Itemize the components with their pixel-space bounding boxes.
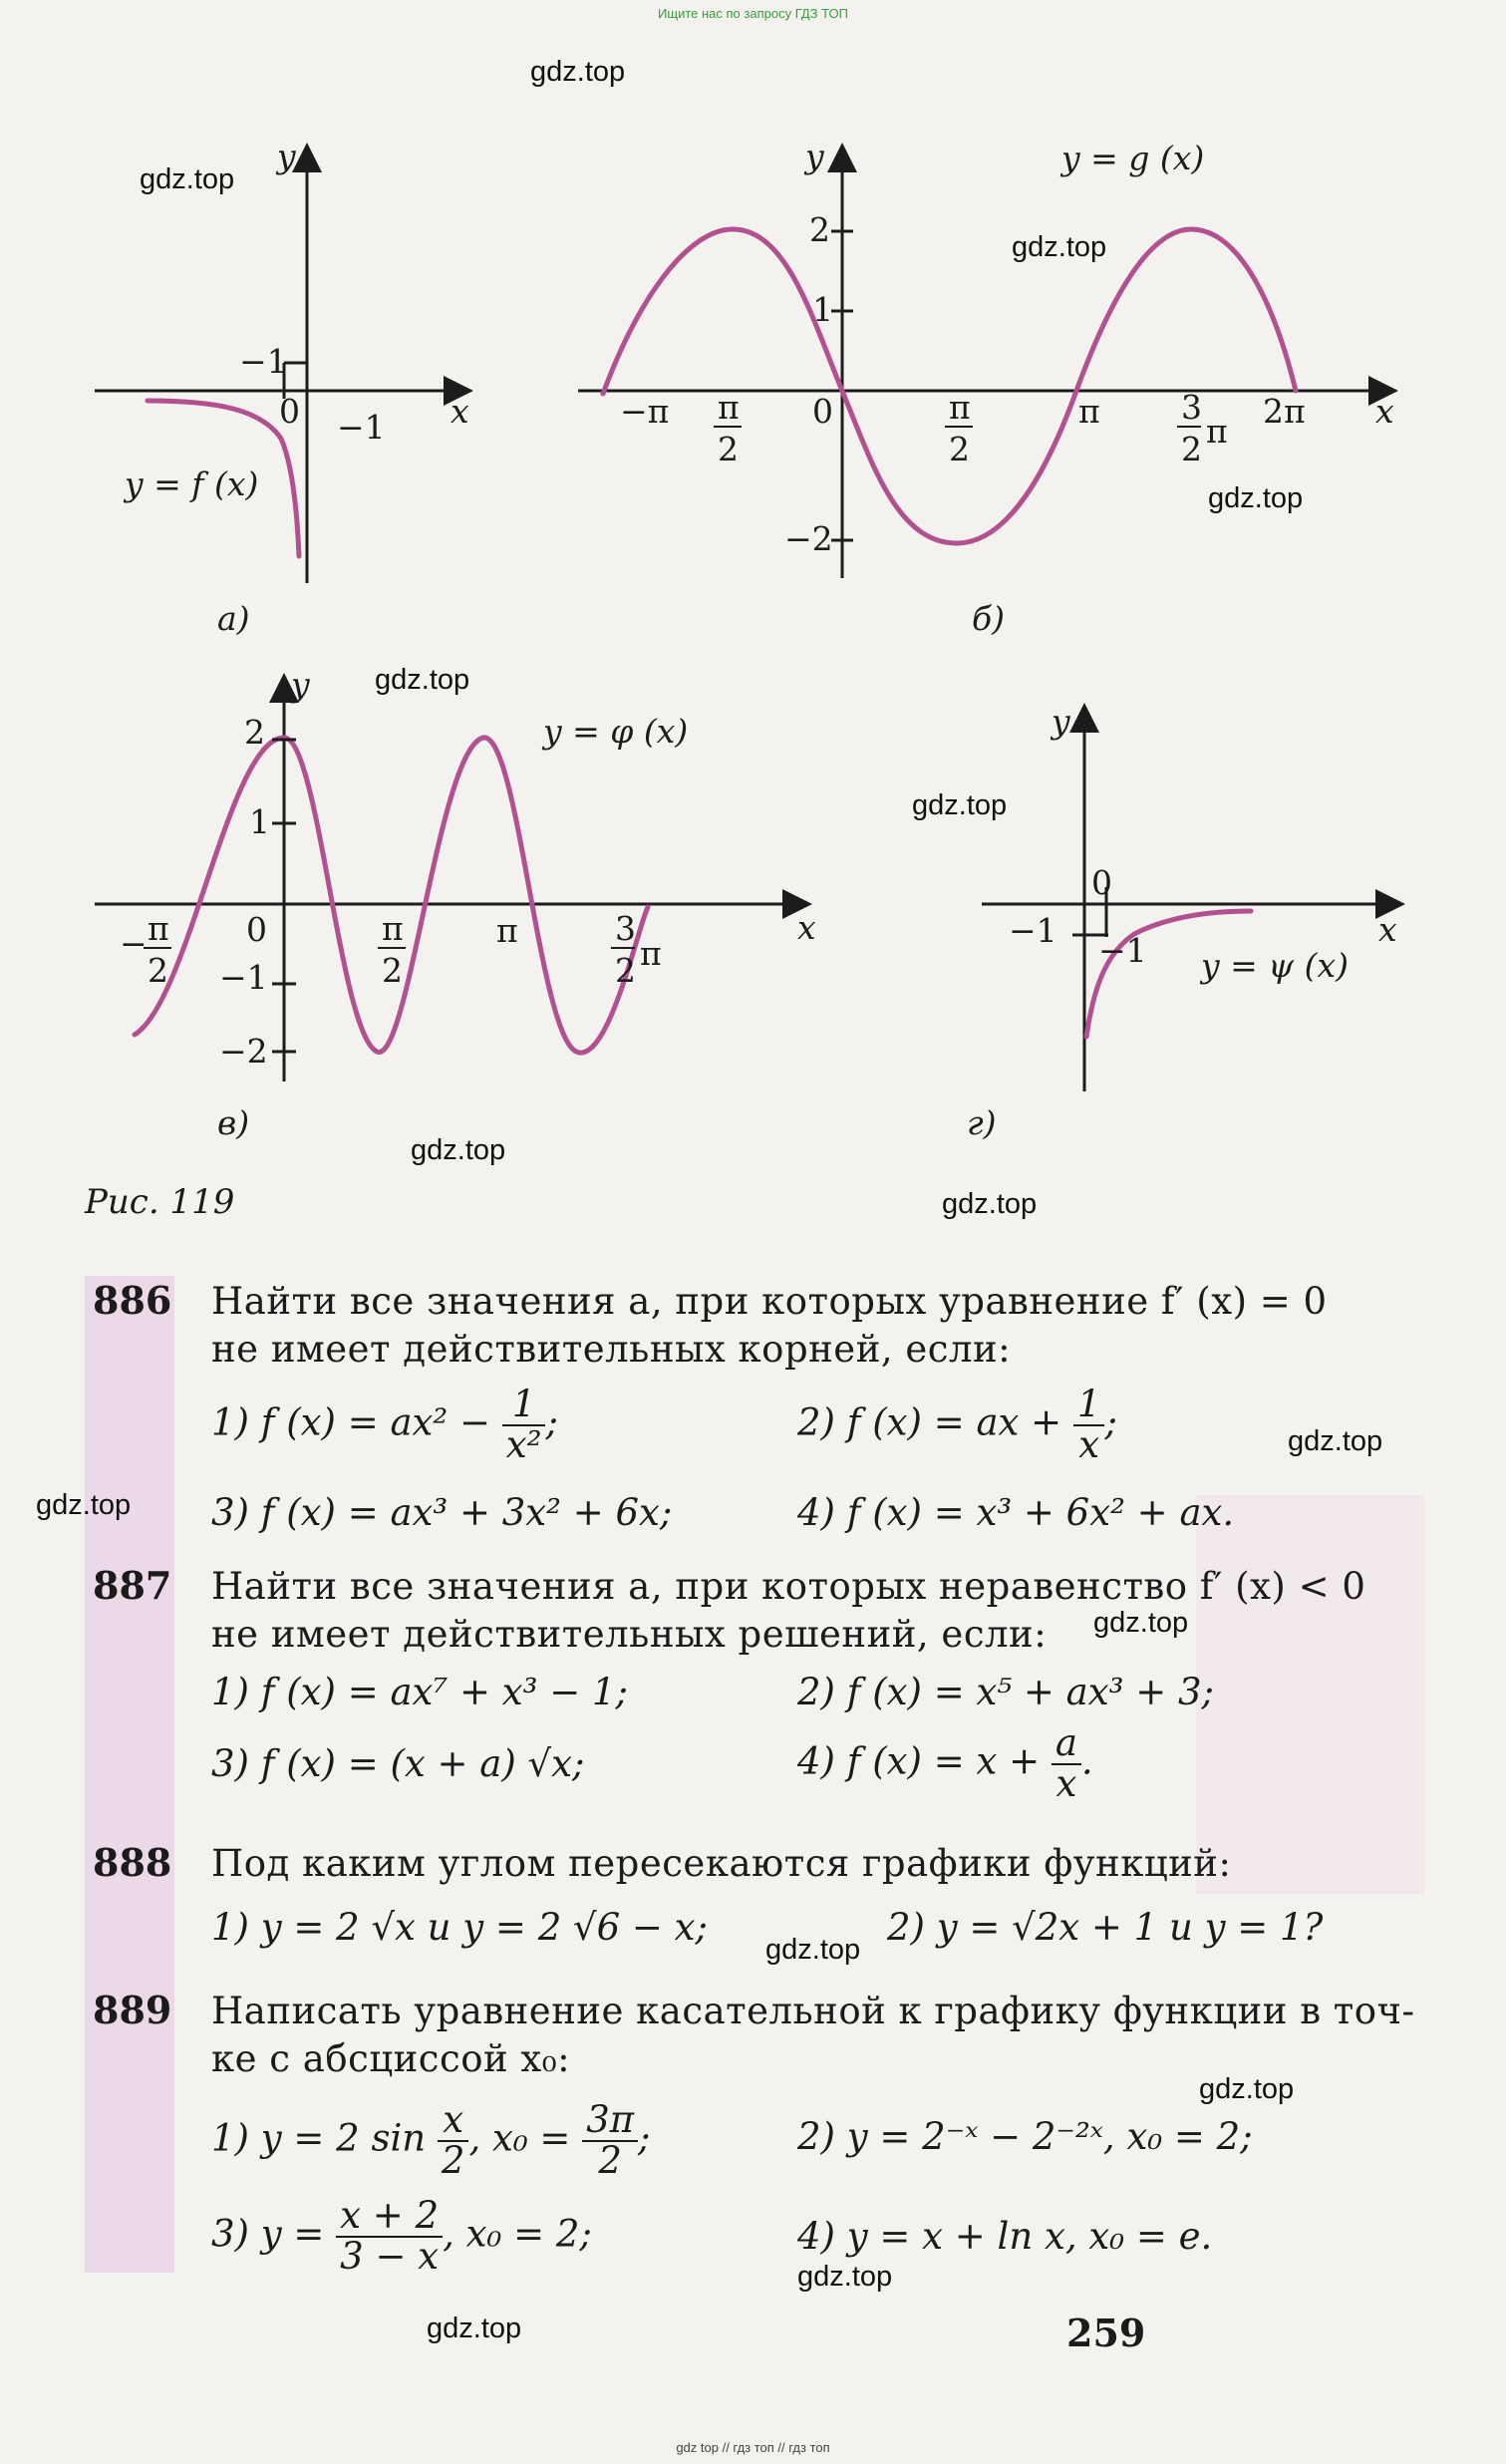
graph-v-tick-label-3pi2-den: 2 bbox=[615, 951, 636, 990]
watermark: gdz.top bbox=[1208, 482, 1304, 514]
watermark: gdz.top bbox=[797, 2261, 893, 2293]
graph-v-tick-label-1: 1 bbox=[249, 802, 270, 841]
problem-889-item-3: 3) y = $\frac{x + 2}{3 - x}$ , x₀ = 2; bbox=[211, 2194, 592, 2278]
problem-889-item-4: 4) y = x + ln x, x₀ = e. bbox=[797, 2215, 1213, 2258]
graph-b-tick-label-3pi2-pi: π bbox=[1206, 412, 1228, 451]
header-note: Ищите нас по запросу ГДЗ ТОП bbox=[658, 6, 848, 21]
watermark: gdz.top bbox=[942, 1188, 1038, 1220]
graph-b-x-label: x bbox=[1375, 392, 1394, 431]
graph-v-tick-label-pi2-den: 2 bbox=[382, 951, 403, 990]
margin-tint bbox=[85, 1276, 174, 2273]
graph-a bbox=[95, 137, 469, 638]
graph-a-tag: а) bbox=[217, 599, 250, 638]
graph-v-tick-label-pi2-num: π bbox=[382, 909, 404, 948]
graph-b-tick-label-mpi2-den: 2 bbox=[718, 430, 739, 468]
graph-b-tick-label-mpi2-num: π bbox=[718, 388, 740, 427]
graph-v-tick-label-2: 2 bbox=[244, 713, 265, 752]
watermark: gdz.top bbox=[375, 664, 470, 696]
problem-889-item-1: 1) y = 2 sin $\frac{x}{2}$ , x₀ = $\frac{3\pi}{2}$ ; bbox=[211, 2098, 651, 2182]
graph-b-y-label: y bbox=[805, 137, 824, 175]
footer-note: gdz top // гдз топ // гдз топ bbox=[676, 2440, 830, 2455]
graph-b-curve bbox=[603, 229, 1296, 543]
graph-v-func-label: y = φ (x) bbox=[543, 712, 689, 751]
graph-v-curve bbox=[135, 738, 648, 1053]
graph-v-tag: в) bbox=[217, 1103, 250, 1142]
graph-b-tag: б) bbox=[972, 599, 1006, 638]
graph-b-tick-label-1: 1 bbox=[812, 290, 833, 329]
watermark: gdz.top bbox=[1093, 1607, 1189, 1639]
graph-b-tick-label-pi: π bbox=[1078, 392, 1100, 431]
graph-v-y-label: y bbox=[291, 665, 310, 704]
problem-887-item-1: 1) f (x) = ax⁷ + x³ − 1; bbox=[211, 1671, 628, 1713]
graph-a-tick-0: 0 bbox=[279, 392, 300, 431]
problem-888-item-2: 2) y = √2x + 1 и y = 1? bbox=[887, 1906, 1324, 1949]
graph-v-tick-label-0: 0 bbox=[246, 910, 267, 949]
problem-888-line1: Под каким углом пересекаются графики функций: bbox=[211, 1842, 1232, 1885]
graph-v-tick-label-m2: −2 bbox=[219, 1032, 268, 1071]
graph-b-tick-label-2: 2 bbox=[809, 210, 830, 249]
graph-b-tick-label-0: 0 bbox=[812, 392, 833, 431]
graph-a-x-label: x bbox=[451, 392, 469, 431]
page-number: 259 bbox=[1066, 2310, 1146, 2355]
graph-a-tick-m1x: −1 bbox=[337, 408, 386, 447]
problem-889-line2: ке с абсциссой x₀: bbox=[211, 2037, 571, 2080]
graph-b-tick-label-pi2-num: π bbox=[949, 388, 971, 427]
problem-886-item-1: 1) f (x) = ax² − $\frac{1}{\text{x²}}$ ; bbox=[211, 1383, 558, 1466]
graph-b-tick-label-2pi: 2π bbox=[1263, 392, 1306, 431]
side-tint bbox=[1196, 1495, 1425, 1894]
graph-b-func-label: y = g (x) bbox=[1061, 139, 1205, 177]
graph-v-tick-label-mpi2-num: π bbox=[148, 909, 169, 948]
problem-887-line2: не имеет действительных решений, если: bbox=[211, 1613, 1048, 1656]
problem-number-889: 889 bbox=[93, 1988, 172, 2032]
graph-b-tick-label-3pi2-den: 2 bbox=[1181, 430, 1202, 468]
problem-886-item-2: 2) f (x) = ax + $\frac{1}{x}$ ; bbox=[797, 1383, 1117, 1466]
problem-887-item-3: 3) f (x) = (x + a) √x; bbox=[211, 1742, 585, 1785]
problem-number-886: 886 bbox=[93, 1278, 172, 1323]
graph-v-tick-label-m1: −1 bbox=[219, 958, 268, 997]
graph-g-tick-label-0: 0 bbox=[1091, 863, 1112, 902]
graph-a-func-label: y = f (x) bbox=[125, 464, 259, 503]
watermark: gdz.top bbox=[1199, 2073, 1295, 2105]
graph-a-y-label: y bbox=[277, 137, 296, 175]
watermark: gdz.top bbox=[36, 1489, 132, 1521]
graph-b-tick-label-pi2-den: 2 bbox=[949, 430, 970, 468]
graph-a-tick-m1y: −1 bbox=[239, 342, 288, 381]
graph-b bbox=[578, 137, 1394, 638]
problem-889-line1: Написать уравнение касательной к графику функции в точ- bbox=[211, 1990, 1415, 2032]
graph-v-tick-label-3pi2-pi: π bbox=[640, 934, 662, 973]
graph-v-x-label: x bbox=[797, 908, 816, 947]
graph-v bbox=[95, 665, 816, 1142]
graph-g-tick-label-m1x: −1 bbox=[1009, 911, 1057, 950]
problem-887-item-4: 4) f (x) = x + $\frac{a}{x}$ . bbox=[797, 1721, 1093, 1805]
graph-g-tag: г) bbox=[967, 1103, 997, 1142]
watermark: gdz.top bbox=[1012, 231, 1107, 263]
problem-number-887: 887 bbox=[93, 1563, 172, 1608]
graph-b-tick-label-m2: −2 bbox=[784, 519, 833, 558]
graph-v-tick-label-3pi2-num: 3 bbox=[615, 909, 636, 948]
graph-v-tick-label-mpi2-den: 2 bbox=[148, 951, 168, 990]
problem-886-item-4: 4) f (x) = x³ + 6x² + ax. bbox=[797, 1491, 1235, 1534]
graph-b-tick-label-mpi: −π bbox=[620, 392, 670, 431]
graph-v-tick-label-pi: π bbox=[496, 911, 518, 950]
problem-888-item-1: 1) y = 2 √x и y = 2 √6 − x; bbox=[211, 1906, 708, 1949]
problem-886-line1: Найти все значения a, при которых уравнение f′ (x) = 0 bbox=[211, 1280, 1328, 1323]
watermark: gdz.top bbox=[530, 56, 626, 88]
problem-889-item-2: 2) y = 2⁻ˣ − 2⁻²ˣ, x₀ = 2; bbox=[797, 2115, 1253, 2158]
watermark: gdz.top bbox=[912, 789, 1008, 821]
problem-887-line1: Найти все значения a, при которых неравенство f′ (x) < 0 bbox=[211, 1565, 1366, 1608]
graph-g-x-label: x bbox=[1378, 910, 1397, 949]
graph-g bbox=[967, 702, 1400, 1142]
problem-886-line2: не имеет действительных корней, если: bbox=[211, 1328, 1012, 1371]
graph-b-tick-label-3pi2-num: 3 bbox=[1181, 388, 1202, 427]
graph-g-tick-label-m1y: −1 bbox=[1098, 931, 1147, 970]
watermark: gdz.top bbox=[1288, 1425, 1383, 1457]
watermark: gdz.top bbox=[140, 163, 235, 195]
watermark: gdz.top bbox=[411, 1134, 506, 1166]
problem-887-item-2: 2) f (x) = x⁵ + ax³ + 3; bbox=[797, 1671, 1214, 1713]
graph-g-func-label: y = ψ (x) bbox=[1201, 946, 1350, 985]
problem-number-888: 888 bbox=[93, 1840, 172, 1885]
graph-g-y-label: y bbox=[1052, 702, 1070, 741]
problem-886-item-3: 3) f (x) = ax³ + 3x² + 6x; bbox=[211, 1491, 673, 1534]
graph-v-tick-label-mpi2-minus: − bbox=[120, 924, 148, 963]
watermark: gdz.top bbox=[765, 1934, 861, 1966]
watermark: gdz.top bbox=[427, 2312, 522, 2344]
figure-caption: Рис. 119 bbox=[85, 1182, 235, 1222]
